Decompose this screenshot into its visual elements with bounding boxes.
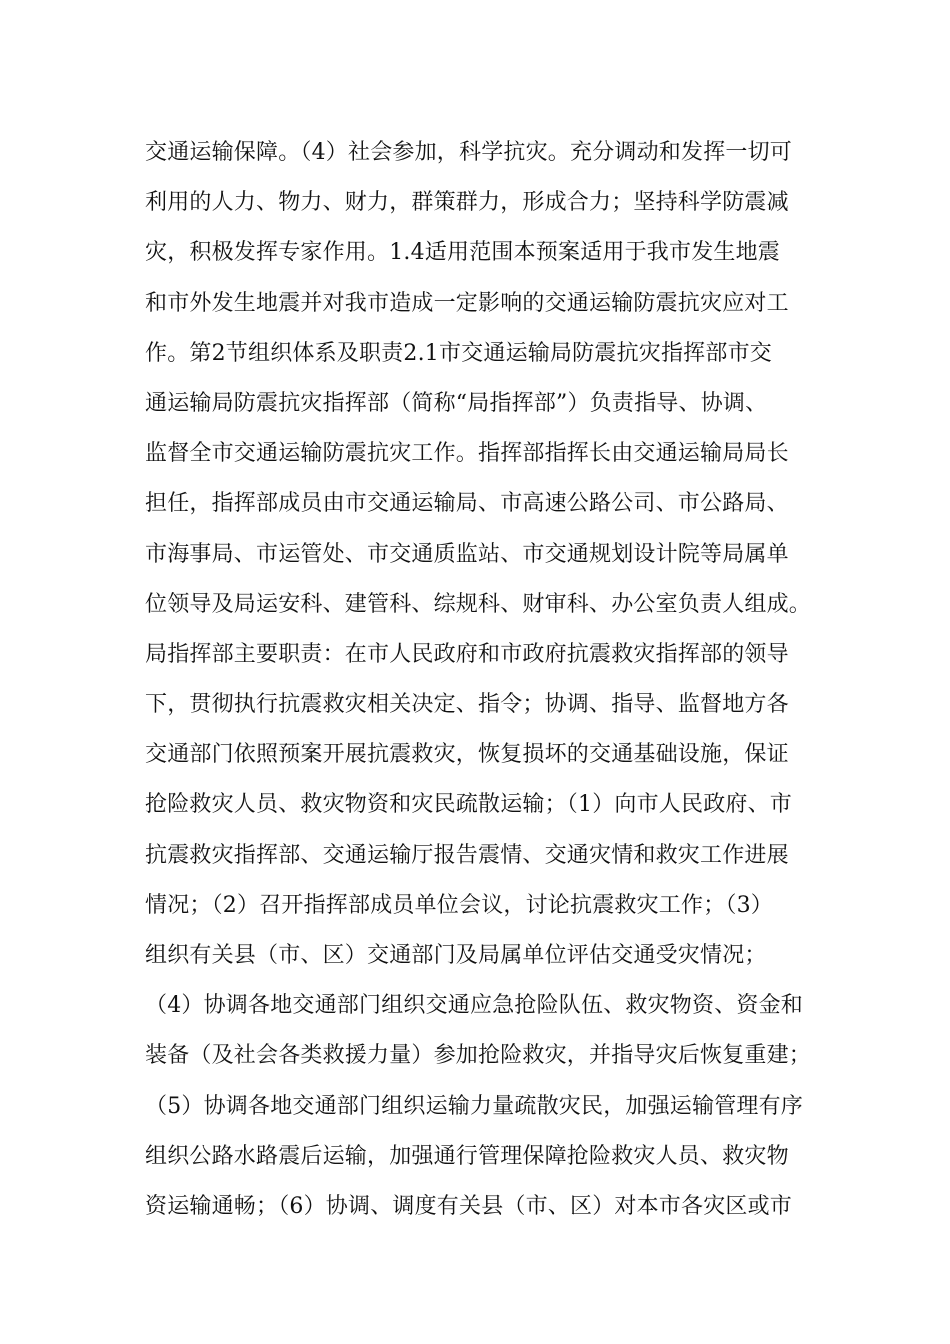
text-line: 市海事局、市运管处、市交通质监站、市交通规划设计院等局属单: [145, 541, 789, 567]
text-line: 利用的人力、物力、财力，群策群力，形成合力；坚持科学防震减: [145, 190, 789, 216]
body-text: [145, 135, 815, 1239]
text-line: 下，贯彻执行抗震救灾相关决定、指令；协调、指导、监督地方各: [145, 692, 789, 718]
text-line: 灾，积极发挥专家作用。1.4适用范围本预案适用于我市发生地震: [145, 240, 780, 266]
text-line: 通运输局防震抗灾指挥部（简称“局指挥部”）负责指导、协调、: [145, 390, 768, 416]
text-line: 局指挥部主要职责：在市人民政府和市政府抗震救灾指挥部的领导: [145, 641, 789, 667]
text-line: 交通运输保障。（4）社会参加，科学抗灾。充分调动和发挥一切可: [145, 140, 792, 165]
text-line: （4）协调各地交通部门组织交通应急抢险队伍、救灾物资、资金和: [145, 993, 803, 1019]
text-line: 监督全市交通运输防震抗灾工作。指挥部指挥长由交通运输局局长: [145, 441, 789, 467]
text-line: 抗震救灾指挥部、交通运输厅报告震情、交通灾情和救灾工作进展: [145, 842, 789, 868]
text-line: （5）协调各地交通部门组织运输力量疏散灾民，加强运输管理有序: [145, 1093, 803, 1119]
text-line: 抢险救灾人员、救灾物资和灾民疏散运输；（1）向市人民政府、市: [145, 792, 792, 818]
text-line: 装备（及社会各类救援力量）参加抢险救灾，并指导灾后恢复重建；: [145, 1043, 812, 1069]
text-line: 担任，指挥部成员由市交通运输局、市高速公路公司、市公路局、: [145, 491, 789, 517]
text-line: 组织有关县（市、区）交通部门及局属单位评估交通受灾情况；: [145, 943, 767, 968]
text-line: 资运输通畅；（6）协调、调度有关县（市、区）对本市各灾区或市: [145, 1193, 792, 1219]
text-line: 和市外发生地震并对我市造成一定影响的交通运输防震抗灾应对工: [145, 290, 789, 316]
text-line: 交通部门依照预案开展抗震救灾，恢复损坏的交通基础设施，保证: [145, 742, 789, 768]
text-line: 情况；（2）召开指挥部成员单位会议，讨论抗震救灾工作；（3）: [145, 892, 773, 918]
text-line: 作。第2节组织体系及职责2.1市交通运输局防震抗灾指挥部市交: [145, 340, 772, 366]
text-line: 位领导及局运安科、建管科、综规科、财审科、办公室负责人组成。: [145, 591, 812, 617]
text-line: 组织公路水路震后运输，加强通行管理保障抢险救灾人员、救灾物: [145, 1143, 789, 1169]
